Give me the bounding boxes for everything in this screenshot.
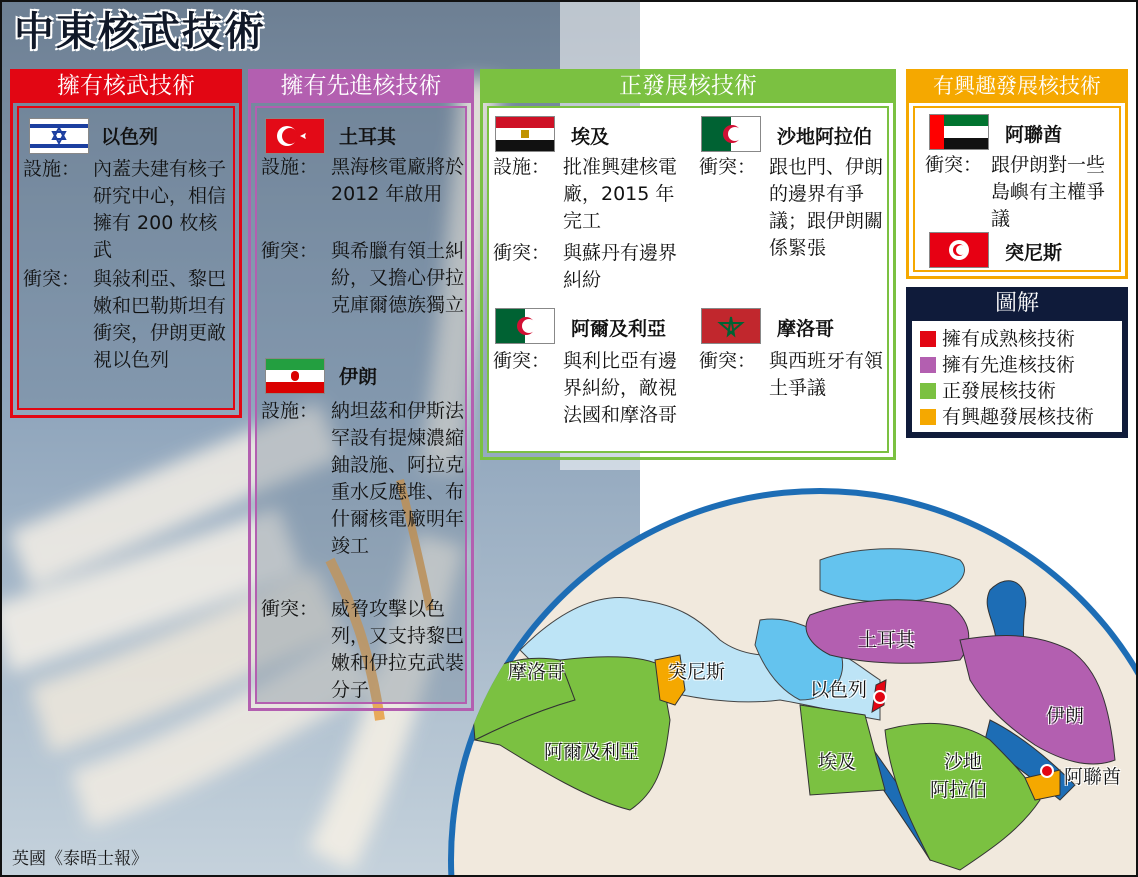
morocco-name: 摩洛哥	[777, 318, 835, 340]
conflict-label: 衝突：	[493, 242, 551, 264]
iran-name: 伊朗	[339, 366, 378, 388]
israel-conflict-text: 與敍利亞、黎巴嫩和巴勒斯坦有衝突，伊朗更敵視以色列	[93, 268, 227, 371]
conflict-label: 衝突：	[261, 240, 319, 262]
facility-label: 設施：	[493, 156, 551, 178]
map-label-turkey: 土耳其	[858, 629, 916, 651]
israel-capital-marker	[874, 691, 886, 703]
map-label-israel: 以色列	[810, 679, 868, 701]
israel-facility-text: 內蓋夫建有核子研究中心，相信擁有 200 枚核武	[93, 158, 227, 261]
israel-name: 以色列	[101, 126, 159, 148]
map-label-egypt: 埃及	[818, 751, 857, 773]
saudi-name: 沙地阿拉伯	[777, 126, 873, 148]
facility-label: 設施：	[23, 158, 81, 180]
morocco-conflict-text: 與西班牙有領土爭議	[769, 350, 884, 399]
legend-label: 擁有先進核技術	[942, 354, 1076, 376]
saudi-conflict-text: 跟也門、伊朗的邊界有爭議；跟伊朗關係緊張	[769, 156, 884, 259]
map-label-saudi-line2: 阿拉伯	[930, 779, 988, 801]
source-credit: 英國《泰晤士報》	[12, 849, 148, 869]
developing-header: 正發展核技術	[480, 69, 896, 103]
iran-facility-text: 納坦茲和伊斯法罕設有提煉濃縮鈾設施、阿拉克重水反應堆、布什爾核電廠明年竣工	[331, 400, 465, 557]
algeria-name: 阿爾及利亞	[571, 318, 667, 340]
legend-title: 圖解	[994, 291, 1039, 316]
map-label-saudi-line1: 沙地	[944, 751, 983, 773]
map-label-uae: 阿聯酋	[1064, 766, 1122, 788]
turkey-name: 土耳其	[339, 126, 397, 148]
uae-conflict-text: 跟伊朗對一些島嶼有主權爭議	[991, 154, 1106, 230]
conflict-label: 衝突：	[493, 350, 551, 372]
facility-label: 設施：	[261, 400, 319, 422]
iran-conflict-text: 威脅攻擊以色列，又支持黎巴嫩和伊拉克武裝分子	[331, 598, 465, 701]
legend-label: 正發展核技術	[942, 380, 1057, 402]
possess-header: 擁有核武技術	[10, 69, 242, 103]
map-label-algeria: 阿爾及利亞	[544, 741, 640, 763]
legend-label: 擁有成熟核技術	[942, 328, 1076, 350]
conflict-label: 衝突：	[261, 598, 319, 620]
legend-label: 有興趣發展核技術	[942, 406, 1095, 428]
map-label-morocco: 摩洛哥	[508, 661, 566, 683]
conflict-label: 衝突：	[925, 154, 983, 176]
map-label-iran: 伊朗	[1046, 705, 1085, 727]
conflict-label: 衝突：	[23, 268, 81, 290]
uae-capital-marker	[1041, 765, 1053, 777]
interested-header: 有興趣發展核技術	[906, 69, 1128, 103]
turkey-conflict-text: 與希臘有領土糾紛，又擔心伊拉克庫爾德族獨立	[331, 240, 465, 316]
turkey-facility-text: 黑海核電廠將於 2012 年啟用	[331, 156, 465, 205]
page-title: 中東核武技術	[14, 9, 266, 55]
algeria-conflict-text: 與利比亞有邊界糾紛，敵視法國和摩洛哥	[563, 350, 678, 426]
conflict-label: 衝突：	[699, 350, 757, 372]
conflict-label: 衝突：	[699, 156, 757, 178]
tunisia-name: 突尼斯	[1005, 242, 1063, 264]
egypt-facility-text: 批准興建核電廠，2015 年完工	[563, 156, 678, 232]
uae-name: 阿聯酋	[1005, 124, 1063, 146]
facility-label: 設施：	[261, 156, 319, 178]
map-label-tunisia: 突尼斯	[668, 661, 726, 683]
egypt-name: 埃及	[571, 126, 610, 148]
advanced-header: 擁有先進核技術	[248, 69, 474, 103]
egypt-conflict-text: 與蘇丹有邊界糾紛	[563, 242, 678, 291]
